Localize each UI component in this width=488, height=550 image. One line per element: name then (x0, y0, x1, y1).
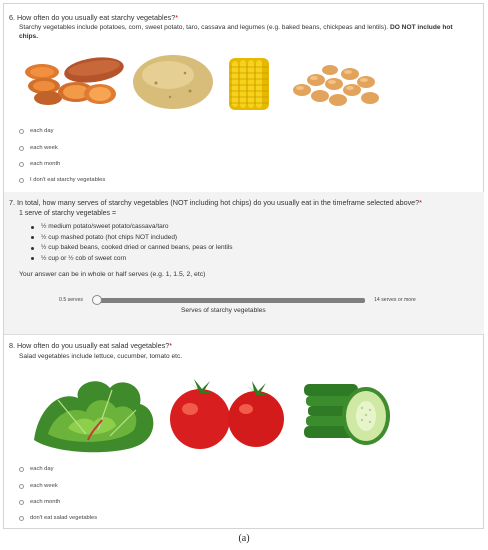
q8-option-each-week[interactable]: each week (19, 483, 58, 489)
slider-max-label: 14 serves or more (374, 297, 416, 303)
q8-option-dont-eat[interactable]: don't eat salad vegetables (19, 515, 97, 521)
radio-button[interactable] (19, 484, 24, 489)
list-item: ½ cup mashed potato (hot chips NOT included) (31, 233, 233, 244)
q6-option-each-week[interactable]: each week (19, 145, 58, 151)
q6-option-each-day[interactable]: each day (19, 128, 54, 134)
q7-intro: 1 serve of starchy vegetables = (19, 210, 117, 217)
tomatoes-image (166, 377, 288, 451)
serves-slider-handle[interactable] (92, 295, 102, 305)
baked-beans-image (290, 60, 386, 110)
slider-min-label: 0.5 serves (59, 297, 83, 303)
divider (4, 334, 484, 335)
radio-button[interactable] (19, 129, 24, 134)
radio-button[interactable] (19, 467, 24, 472)
radio-button[interactable] (19, 500, 24, 505)
sweet-potato-image (22, 54, 126, 110)
lettuce-image (28, 370, 160, 456)
radio-button[interactable] (19, 146, 24, 151)
list-item: ½ cup or ½ cob of sweet corn (31, 254, 233, 265)
radio-button[interactable] (19, 516, 24, 521)
q8-title: 8. How often do you usually eat salad vegetables?* (9, 341, 173, 350)
potato-image (130, 53, 216, 111)
corn-image (226, 55, 272, 113)
q8-option-each-month[interactable]: each month (19, 499, 60, 505)
radio-button[interactable] (19, 162, 24, 167)
serves-slider-track[interactable] (96, 298, 365, 303)
q8-description: Salad vegetables include lettuce, cucumber, tomato etc. (19, 353, 183, 360)
q8-option-each-day[interactable]: each day (19, 466, 54, 472)
q6-option-dont-eat[interactable]: I don't eat starchy vegetables (19, 177, 105, 183)
q7-title: 7. In total, how many serves of starchy vegetables (NOT including hot chips) do you usually eat in the timeframe selected above?* (9, 198, 422, 207)
q7-serve-list (31, 222, 233, 264)
slider-caption: Serves of starchy vegetables (181, 307, 266, 314)
q6-description: Starchy vegetables include potatoes, corn, sweet potato, taro, cassava and legumes (e.g. baked beans, chickpeas and lentils). DO NOT include hot chips. (19, 24, 453, 40)
q7-note: Your answer can be in whole or half serves (e.g. 1, 1.5, 2, etc) (19, 271, 206, 278)
list-item: ½ medium potato/sweet potato/cassava/taro (31, 222, 233, 233)
q6-title: 6. How often do you usually eat starchy vegetables?* (9, 13, 179, 22)
list-item: ½ cup baked beans, cooked dried or canned beans, peas or lentils (31, 243, 233, 254)
q6-option-each-month[interactable]: each month (19, 161, 60, 167)
figure-caption: (a) (238, 533, 250, 544)
radio-button[interactable] (19, 178, 24, 183)
cucumber-image (300, 380, 394, 450)
